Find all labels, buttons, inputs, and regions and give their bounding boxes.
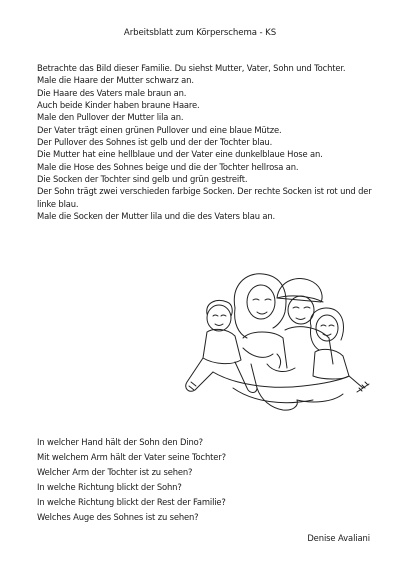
instructions-block (37, 62, 377, 222)
mother-figure (234, 274, 287, 368)
family-illustration (173, 268, 373, 418)
instruction-line: Der Vater trägt einen grünen Pullover und eine blaue Mütze. (37, 124, 282, 135)
questions-block (37, 435, 337, 526)
question-line: Welcher Arm der Tochter ist zu sehen? (37, 467, 193, 478)
worksheet-title: Arbeitsblatt zum Körperschema - KS (123, 28, 277, 38)
instruction-line: Male die Socken der Mutter lila und die des Vaters blau an. (37, 211, 276, 222)
instruction-line: Der Pullover des Sohnes ist gelb und der der Tochter blau. (37, 137, 273, 148)
instruction-line: Der Sohn trägt zwei verschieden farbige Socken. Der rechte Socken ist rot und der linke blau. (37, 186, 372, 209)
instruction-line: Die Mutter hat eine hellblaue und der Vater eine dunkelblaue Hose an. (37, 149, 323, 160)
son-figure (186, 301, 257, 393)
instruction-line: Male den Pullover der Mutter lila an. (37, 112, 184, 123)
instruction-line: Male die Haare der Mutter schwarz an. (37, 75, 194, 86)
question-line: Mit welchem Arm hält der Vater seine Tochter? (37, 452, 226, 463)
instruction-line: Male die Hose des Sohnes beige und die der Tochter hellrosa an. (37, 161, 299, 172)
instruction-line: Betrachte das Bild dieser Familie. Du siehst Mutter, Vater, Sohn und Tochter. (37, 63, 346, 73)
instruction-line: Die Haare des Vaters male braun an. (37, 87, 187, 98)
question-line: In welche Richtung blickt der Rest der Familie? (37, 497, 226, 508)
instruction-line: Auch beide Kinder haben braune Haare. (37, 100, 200, 111)
father-figure (277, 279, 333, 364)
question-line: In welcher Hand hält der Sohn den Dino? (37, 437, 203, 447)
author-credit: Denise Avaliani (307, 533, 370, 543)
question-line: Welches Auge des Sohnes ist zu sehen? (37, 512, 199, 523)
instruction-line: Die Socken der Tochter sind gelb und grün gestreift. (37, 174, 248, 185)
question-line: In welche Richtung blickt der Sohn? (37, 482, 182, 493)
